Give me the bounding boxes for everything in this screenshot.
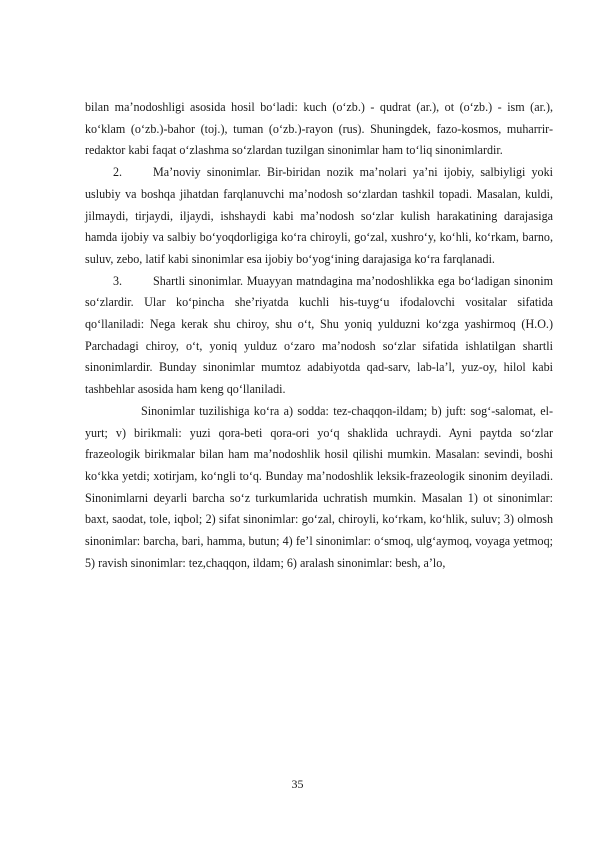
paragraph-4: Sinonimlar tuzilishiga ko‘ra a) sodda: tez-chaqqon-ildam; b) juft: sog‘-salomat, el-yurt; v) birikmali: yuzi qora-beti qora-ori yo‘q shaklida uchraydi. Ayni paytda so‘zlar frazeologik birikmalar bilan ham ma’nodoshlik hosil qilishi mumkin. Masalan: sevindi, boshi ko‘kka yetdi; xotirjam, ko‘ngli to‘q. Bunday ma’nodoshlik leksik-frazeologik sinonim deyiladi. Sinonimlarni deyarli barcha so‘z turkumlarida uchratish mumkin. Masalan 1) ot sinonimlar: baxt, saodat, tole, iqbol; 2) sifat sinonimlar: go‘zal, chiroyli, ko‘rkam, ko‘hlik, suluv; 3) olmosh sinonimlar: barcha, bari, hamma, butun; 4) fe’l sinonimlar: o‘smoq, ulg‘aymoq, voyaga yetmoq; 5) ravish sinonimlar: tez,chaqqon, ildam; 6) aralash sinonimlar: besh, a’lo, <box>85 403 553 570</box>
paragraph-2-text: Ma’noviy sinonimlar. Bir-biridan nozik ma’nolari ya’ni ijobiy, salbiyligi yoki uslubiy va boshqa jihatdan farqlanuvchi ma’nodosh so‘zlardan tashkil topadi. Masalan, kuldi, jilmaydi, tirjaydi, iljaydi, ishshaydi kabi ma’nodosh so‘zlar kulish harakatining darajasiga hamda ijobiy va salbiy bo‘yoqdorligiga ko‘ra chiroyli, go‘zal, xushro‘y, ko‘hli, ko‘rkam, barno, suluv, zebo, latif kabi sinonimlar esa ijobiy bo‘yog‘ining darajasiga ko‘ra farqlanadi. <box>85 165 553 266</box>
paragraph-3 <box>85 271 553 401</box>
page-number: 35 <box>291 777 304 791</box>
paragraph-1: bilan ma’nodoshligi asosida hosil bo‘ladi: kuch (o‘zb.) - qudrat (ar.), ot (o‘zb.) - ism (ar.), ko‘klam (o‘zb.)-bahor (toj.), tuman (o‘zb.)-rayon (rus). Shuningdek, fazo-kosmos, muharrir-redaktor kabi faqat o‘zlashma so‘zlardan tuzilgan sinonimlar ham to‘liq sinonimlardir. <box>85 100 553 158</box>
list-number-3: 3. <box>113 273 123 288</box>
list-number-2: 2. <box>113 165 123 180</box>
paragraph-2 <box>85 162 553 271</box>
paragraph-3-text: Shartli sinonimlar. Muayyan matndagina ma’nodoshlikka ega bo‘ladigan sinonim so‘zlardir. Ular ko‘pincha she’riyatda kuchli his-tuyg‘u ifodalovchi vositalar sifatida qo‘llaniladi: Nega kerak shu chiroy, shu o‘t, Shu yoniq yulduzni ko‘zga yashirmoq (H.O.) Parchadagi chiroy, o‘t, yoniq yulduz o‘zaro ma’nodosh so‘zlar sifatida ishlatilgan shartli sinonimlardir. Bunday sinonimlar mumtoz adabiyotda qad-sarv, lab-la’l, yuz-oy, hilol kabi tashbehlar asosida ham keng qo‘llaniladi. <box>85 273 553 397</box>
document-body <box>85 97 553 574</box>
